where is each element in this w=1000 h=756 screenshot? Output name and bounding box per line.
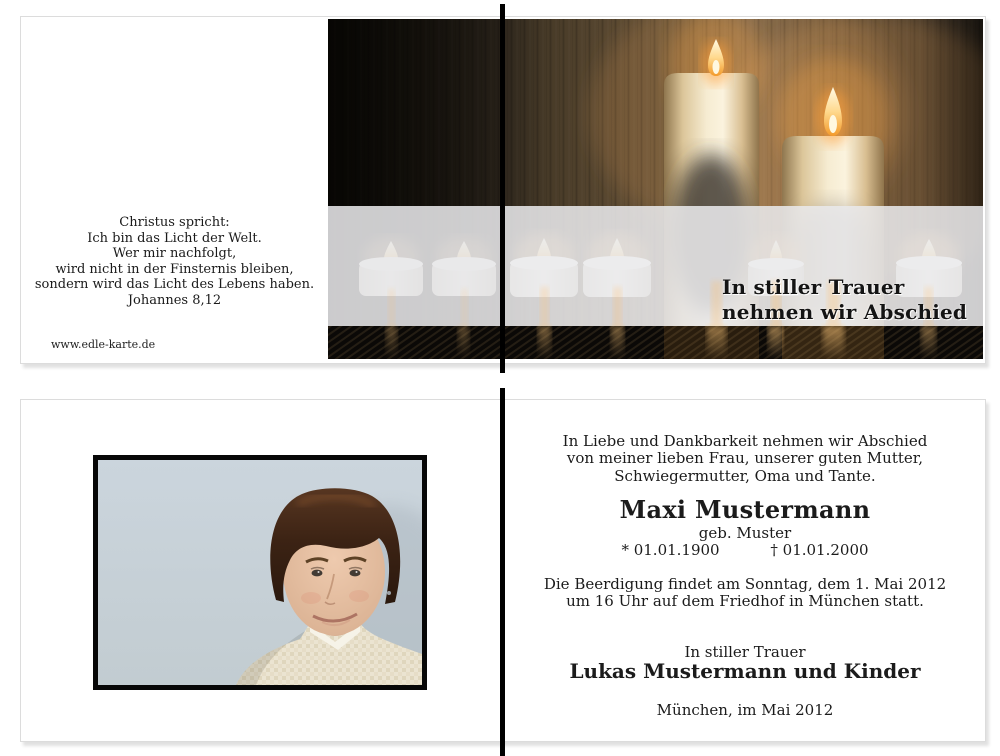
card-front-panel [328,19,983,359]
birth-date: * 01.01.1900 [621,541,720,559]
card-back-panel [21,17,328,363]
funeral-info: Die Beerdigung findet am Sonntag, dem 1. Mai 2012 um 16 Uhr auf dem Friedhof in München statt. [543,575,947,611]
fold-line-top [500,4,505,373]
obituary-text-panel [505,400,985,741]
front-title: In stiller Trauer nehmen wir Abschied [722,275,968,324]
bible-verse: Christus spricht: Ich bin das Licht der Welt. Wer mir nachfolgt, wird nicht in der Finsternis bleiben, sondern wird das Licht des Lebens haben. Johannes 8,12 [34,215,315,308]
maiden-name: geb. Muster [698,524,792,542]
reflective-floor [328,326,983,359]
place-and-date: München, im Mai 2012 [656,701,834,719]
closing-phrase: In stiller Trauer [684,643,806,661]
fold-line-bottom [500,388,505,756]
intro-text: In Liebe und Dankbarkeit nehmen wir Abschied von meiner lieben Frau, unserer guten Mutter, Schwiegermutter, Oma und Tante. [562,432,928,485]
death-date: † 01.01.2000 [770,541,869,559]
deceased-name: Maxi Mustermann [619,495,871,524]
website-text: www.edle-karte.de [51,338,156,351]
portrait-photo [98,460,422,685]
portrait-photo-frame [93,455,427,690]
life-dates [505,541,985,559]
family-signature: Lukas Mustermann und Kinder [569,659,921,683]
